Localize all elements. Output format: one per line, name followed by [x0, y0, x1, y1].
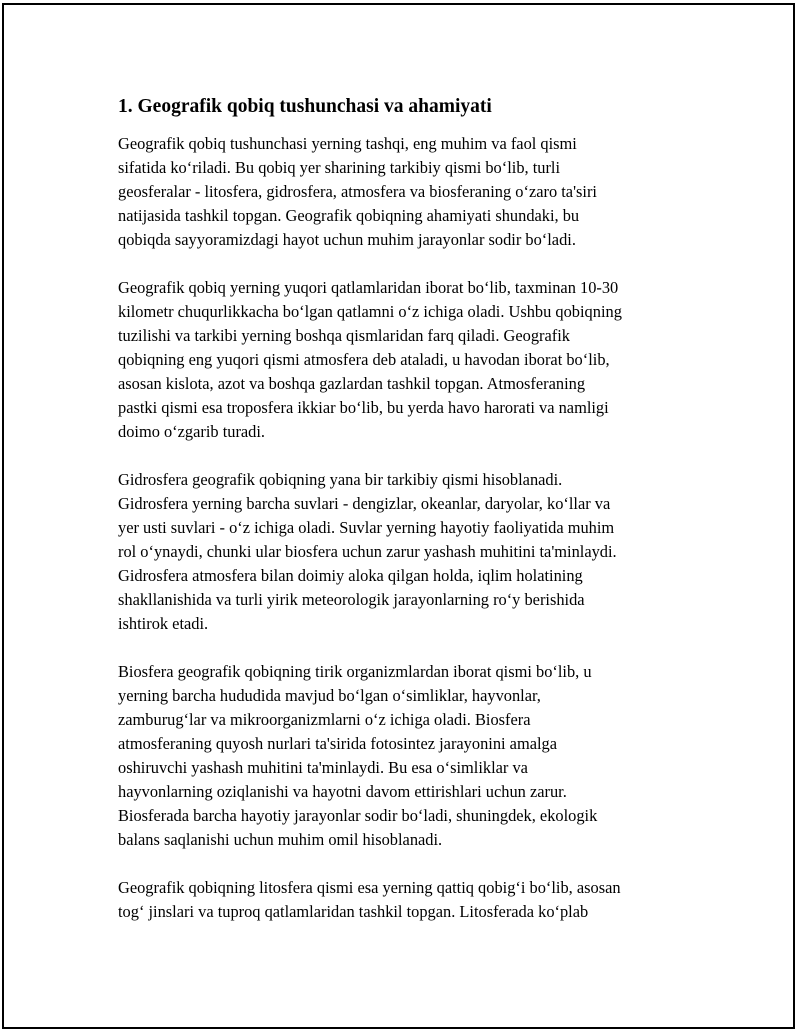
text-line: shakllanishida va turli yirik meteorologik jarayonlarning ro‘y berishida [118, 590, 585, 609]
paragraph-structure [118, 276, 698, 444]
text-line: pastki qismi esa troposfera ikkiar bo‘lib, bu yerda havo harorati va namligi [118, 398, 609, 417]
text-line: kilometr chuqurlikkacha bo‘lgan qatlamni o‘z ichiga oladi. Ushbu qobiqning [118, 302, 622, 321]
text-line: natijasida tashkil topgan. Geografik qobiqning ahamiyati shundaki, bu [118, 206, 580, 225]
text-line: Geografik qobiq yerning yuqori qatlamlaridan iborat bo‘lib, taxminan 10-30 [118, 278, 619, 297]
paragraph-hydrosphere [118, 468, 698, 636]
paragraph-biosphere [118, 660, 698, 852]
text-line: oshiruvchi yashash muhitini ta'minlaydi. Bu esa o‘simliklar va [118, 758, 528, 777]
text-line: Biosferada barcha hayotiy jarayonlar sodir bo‘ladi, shuningdek, ekologik [118, 806, 598, 825]
text-line: Gidrosfera atmosfera bilan doimiy aloka qilgan holda, iqlim holatining [118, 566, 583, 585]
text-line: qobiqning eng yuqori qismi atmosfera deb ataladi, u havodan iborat bo‘lib, [118, 350, 610, 369]
text-line: hayvonlarning oziqlanishi va hayotni davom ettirishlari uchun zarur. [118, 782, 567, 801]
text-line: yer usti suvlari - o‘z ichiga oladi. Suvlar yerning hayotiy faoliyatida muhim [118, 518, 615, 537]
text-line: geosferalar - litosfera, gidrosfera, atmosfera va biosferaning o‘zaro ta'siri [118, 182, 597, 201]
text-line: Biosfera geografik qobiqning tirik organizmlardan iborat qismi bo‘lib, u [118, 662, 592, 681]
text-line: zamburug‘lar va mikroorganizmlarni o‘z ichiga oladi. Biosfera [118, 710, 531, 729]
text-line: doimo o‘zgarib turadi. [118, 422, 266, 441]
text-line: asosan kislota, azot va boshqa gazlardan tashkil topgan. Atmosferaning [118, 374, 586, 393]
text-line: Geografik qobiqning litosfera qismi esa yerning qattiq qobig‘i bo‘lib, asosan [118, 878, 621, 897]
section-heading: 1. Geografik qobiq tushunchasi va ahamiyati [118, 96, 492, 117]
paragraph-intro [118, 132, 698, 252]
text-line: yerning barcha hududida mavjud bo‘lgan o‘simliklar, hayvonlar, [118, 686, 541, 705]
text-line: tog‘ jinslari va tuproq qatlamlaridan tashkil topgan. Litosferada ko‘plab [118, 902, 589, 921]
text-line: tuzilishi va tarkibi yerning boshqa qismlaridan farq qiladi. Geografik [118, 326, 570, 345]
text-line: qobiqda sayyoramizdagi hayot uchun muhim jarayonlar sodir bo‘ladi. [118, 230, 576, 249]
text-line: Geografik qobiq tushunchasi yerning tashqi, eng muhim va faol qismi [118, 134, 577, 153]
text-line: atmosferaning quyosh nurlari ta'sirida fotosintez jarayonini amalga [118, 734, 557, 753]
text-line: Gidrosfera geografik qobiqning yana bir tarkibiy qismi hisoblanadi. [118, 470, 563, 489]
text-line: balans saqlanishi uchun muhim omil hisoblanadi. [118, 830, 443, 849]
text-line: rol o‘ynaydi, chunki ular biosfera uchun zarur yashash muhitini ta'minlaydi. [118, 542, 617, 561]
text-line: Gidrosfera yerning barcha suvlari - dengizlar, okeanlar, daryolar, ko‘llar va [118, 494, 611, 513]
document-body [118, 94, 698, 948]
text-line: ishtirok etadi. [118, 614, 209, 633]
text-line: sifatida ko‘riladi. Bu qobiq yer sharining tarkibiy qismi bo‘lib, turli [118, 158, 561, 177]
paragraph-lithosphere [118, 876, 698, 924]
